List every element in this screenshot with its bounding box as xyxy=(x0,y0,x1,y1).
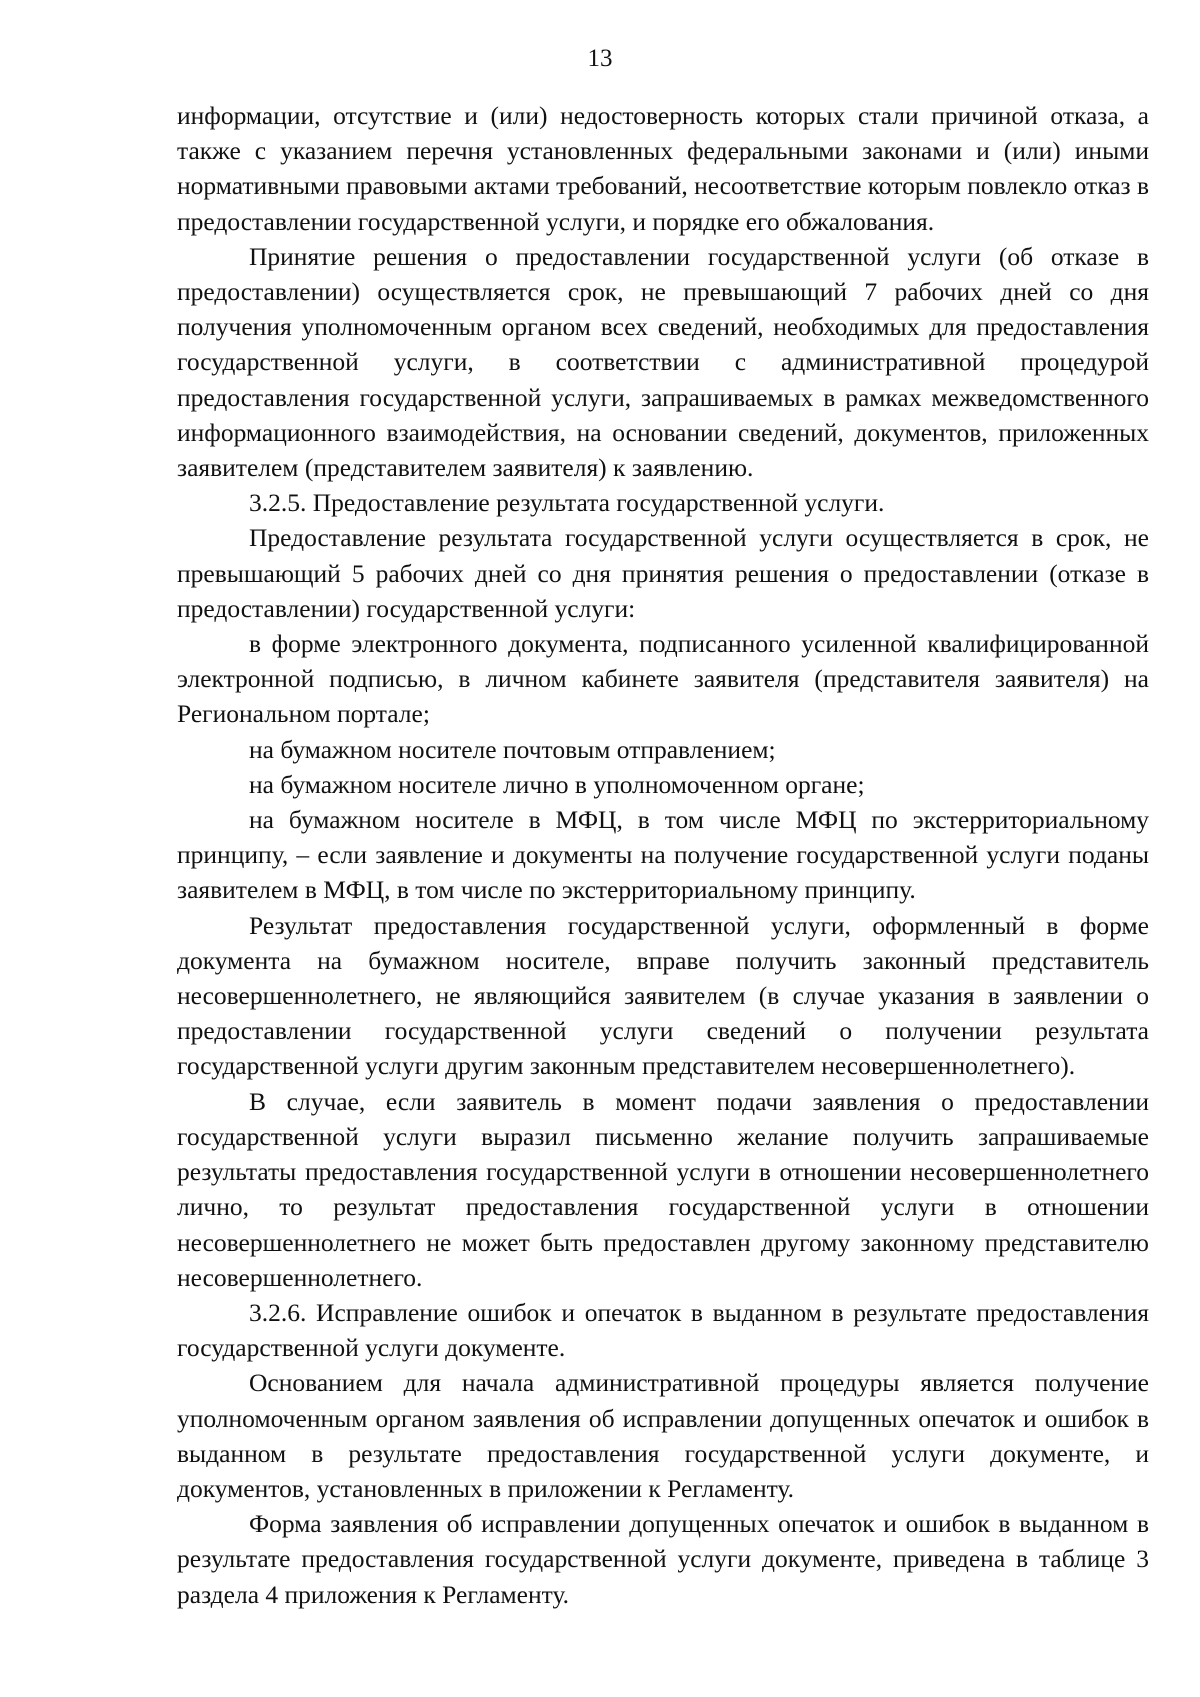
document-body xyxy=(177,98,1149,1612)
page-number: 13 xyxy=(587,45,613,72)
list-item-mfc: на бумажном носителе в МФЦ, в том числе МФЦ по экстерриториальному принципу, – если заявление и документы на получение государственной услуги поданы заявителем в МФЦ, в том числе по экстерриториальному принципу. xyxy=(177,805,1149,905)
section-heading-3-2-5: 3.2.5. Предоставление результата государственной услуги. xyxy=(249,488,885,518)
paragraph-legal-representative: Результат предоставления государственной услуги, оформленный в форме документа на бумажном носителе, вправе получить законный представитель несовершеннолетнего, не являющийся заявителем (в случае указания в заявлении о предоставлении государственной услуги сведений о получении результата государственной услуги другим законным представителем несовершеннолетнего). xyxy=(177,910,1149,1081)
paragraph-personal-receipt: В случае, если заявитель в момент подачи заявления о предоставлении государственной услуги выразил письменно желание получить запрашиваемые результаты предоставления государственной услуги в отношении несовершеннолетнего лично, то результат предоставления государственной услуги в отношении несовершеннолетнего не может быть предоставлен другому законному представителю несовершеннолетнего. xyxy=(177,1086,1149,1292)
paragraph-correction-basis: Основанием для начала административной процедуры является получение уполномоченным органом заявления об исправлении допущенных опечаток и ошибок в выданном в результате предоставления государственной услуги документе, и документов, установленных в приложении к Регламенту. xyxy=(177,1368,1149,1503)
paragraph-decision-term: Принятие решения о предоставлении государственной услуги (об отказе в предоставлении) осуществляется срок, не превышающий 7 рабочих дней со дня получения уполномоченным органом всех сведений, необходимых для предоставления государственной услуги, в соответствии с административной процедурой предоставления государственной услуги, запрашиваемых в рамках межведомственного информационного взаимодействия, на основании сведений, документов, приложенных заявителем (представителем заявителя) к заявлению. xyxy=(177,241,1149,483)
paragraph-refusal-info: информации, отсутствие и (или) недостоверность которых стали причиной отказа, а также с указанием перечня установленных федеральными законами и (или) иными нормативными правовыми актами требований, несоответствие которым повлекло отказ в предоставлении государственной услуги, и порядке его обжалования. xyxy=(177,101,1150,236)
paragraph-correction-form: Форма заявления об исправлении допущенных опечаток и ошибок в выданном в результате предоставления государственной услуги документе, приведена в таблице 3 раздела 4 приложения к Регламенту. xyxy=(177,1509,1149,1609)
list-item-electronic-document: в форме электронного документа, подписанного усиленной квалифицированной электронной подписью, в личном кабинете заявителя (представителя заявителя) на Региональном портале; xyxy=(177,629,1149,729)
paragraph-result-term: Предоставление результата государственной услуги осуществляется в срок, не превышающий 5 рабочих дней со дня принятия решения о предоставлении (отказе в предоставлении) государственной услуги: xyxy=(177,523,1149,623)
list-item-in-person: на бумажном носителе лично в уполномоченном органе; xyxy=(249,769,865,799)
section-heading-3-2-6: 3.2.6. Исправление ошибок и опечаток в выданном в результате предоставления государственной услуги документе. xyxy=(177,1297,1149,1363)
list-item-postal: на бумажном носителе почтовым отправлением; xyxy=(249,734,776,764)
